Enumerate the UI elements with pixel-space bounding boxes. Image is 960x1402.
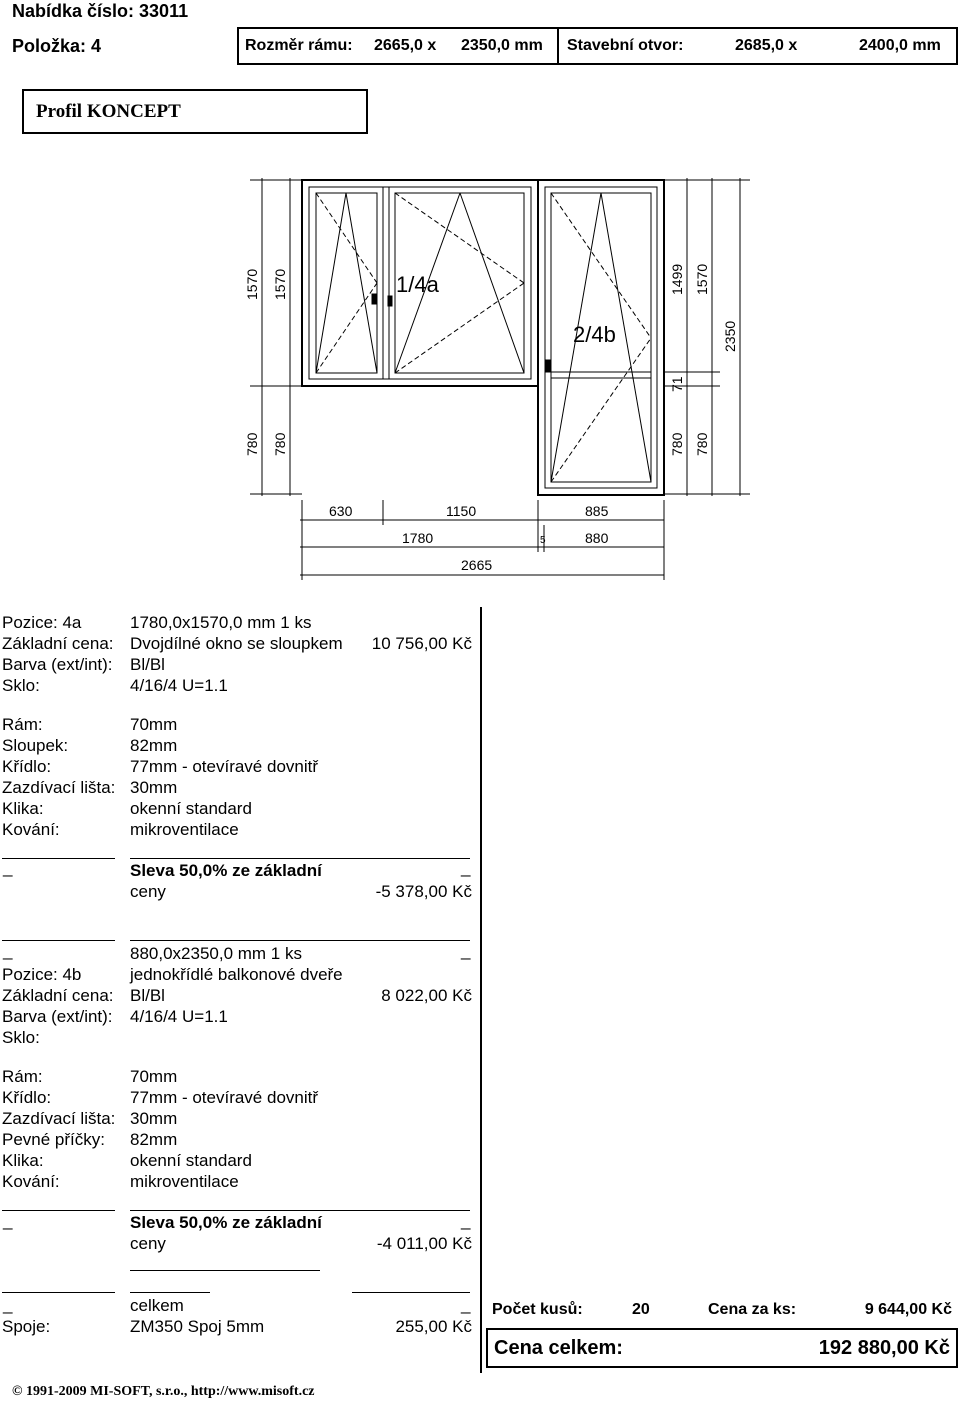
dim-bottom-2: 1150 bbox=[446, 503, 477, 519]
separator-line bbox=[2, 1292, 115, 1293]
spec-label: Rám: bbox=[2, 715, 43, 734]
footer-copyright: © 1991-2009 MI-SOFT, s.r.o., http://www.misoft.cz bbox=[12, 1384, 315, 1399]
dash-mark: _ bbox=[3, 941, 13, 960]
frame-size-label: Rozměr rámu: bbox=[245, 37, 353, 54]
spec-value: 77mm - otevíravé dovnitř bbox=[130, 1088, 319, 1107]
dim-right-4: 71 bbox=[669, 376, 685, 392]
pos-b-glass-value: 4/16/4 U=1.1 bbox=[130, 1007, 228, 1026]
spec-value: mikroventilace bbox=[130, 1172, 239, 1191]
pos-b-size: 880,0x2350,0 mm 1 ks bbox=[130, 944, 302, 963]
dim-right-5: 780 bbox=[669, 432, 685, 456]
opening-height: 2400,0 mm bbox=[859, 37, 941, 54]
qty-value: 20 bbox=[632, 1301, 650, 1318]
dim-bottom-7: 2665 bbox=[461, 557, 493, 573]
dim-right-2: 1570 bbox=[694, 263, 710, 295]
pos-b-discount-price: -4 011,00 Kč bbox=[376, 1234, 472, 1253]
spec-value: okenní standard bbox=[130, 799, 252, 818]
joints-total-word: celkem bbox=[130, 1296, 184, 1315]
spec-value: 82mm bbox=[130, 1130, 178, 1149]
dim-left-3: 780 bbox=[244, 432, 260, 456]
separator-line bbox=[130, 858, 470, 859]
spec-value: 82mm bbox=[130, 736, 178, 755]
pos-a-discount-line1: Sleva 50,0% ze základní bbox=[130, 861, 322, 880]
profile-name: Profil KONCEPT bbox=[36, 101, 181, 122]
dash-mark: _ bbox=[3, 1295, 13, 1314]
total-value: 192 880,00 Kč bbox=[818, 1337, 950, 1359]
pos-a-color-label: Barva (ext/int): bbox=[2, 655, 113, 674]
pos-a-base-value: Dvojdílné okno se sloupkem bbox=[130, 634, 343, 653]
separator-line bbox=[130, 1270, 320, 1271]
dim-left-1: 1570 bbox=[244, 268, 260, 300]
window-drawing bbox=[0, 0, 960, 590]
dash-mark: _ bbox=[461, 1211, 471, 1230]
joints-value: ZM350 Spoj 5mm bbox=[130, 1317, 265, 1336]
spec-label: Pevné příčky: bbox=[2, 1130, 105, 1149]
joints-price: 255,00 Kč bbox=[395, 1317, 472, 1336]
pos-a-glass-value: 4/16/4 U=1.1 bbox=[130, 676, 228, 695]
pos-b-discount-line2: ceny bbox=[130, 1234, 166, 1253]
pos-b-color-value: Bl/Bl bbox=[130, 986, 165, 1005]
pos-a-base-price: 10 756,00 Kč bbox=[371, 634, 472, 653]
dim-bottom-6: 5 bbox=[540, 535, 546, 546]
frame-width: 2665,0 x bbox=[374, 37, 437, 54]
dim-left-4: 780 bbox=[272, 432, 288, 456]
dash-mark: _ bbox=[461, 858, 471, 877]
spec-label: Rám: bbox=[2, 1067, 43, 1086]
separator-line bbox=[352, 1292, 470, 1293]
spec-value: 30mm bbox=[130, 778, 178, 797]
spec-label: Klika: bbox=[2, 1151, 44, 1170]
spec-label: Kování: bbox=[2, 820, 60, 839]
spec-label: Zazdívací lišta: bbox=[2, 1109, 116, 1128]
spec-label: Klika: bbox=[2, 799, 44, 818]
spec-label: Sloupek: bbox=[2, 736, 69, 755]
separator-line bbox=[2, 858, 115, 859]
spec-label: Křídlo: bbox=[2, 757, 52, 776]
spec-label: Křídlo: bbox=[2, 1088, 52, 1107]
frame-height: 2350,0 mm bbox=[461, 37, 543, 54]
unit-price-label: Cena za ks: bbox=[708, 1301, 797, 1318]
qty-label: Počet kusů: bbox=[492, 1301, 583, 1318]
offer-number: Nabídka číslo: 33011 bbox=[12, 1, 189, 21]
separator-line bbox=[130, 1292, 210, 1293]
opening-label: Stavební otvor: bbox=[567, 37, 684, 54]
spec-value: 70mm bbox=[130, 715, 178, 734]
dash-mark: _ bbox=[461, 1295, 471, 1314]
spec-value: 30mm bbox=[130, 1109, 178, 1128]
spec-value: 77mm - otevíravé dovnitř bbox=[130, 757, 319, 776]
dim-bottom-4: 1780 bbox=[402, 530, 434, 546]
pos-a-discount-price: -5 378,00 Kč bbox=[375, 882, 472, 901]
pos-b-glass-label: Sklo: bbox=[2, 1028, 40, 1047]
dim-right-3: 2350 bbox=[722, 320, 738, 352]
opening-width: 2685,0 x bbox=[735, 37, 798, 54]
pos-a-color-value: Bl/Bl bbox=[130, 655, 165, 674]
dim-bottom-1: 630 bbox=[329, 503, 353, 519]
spec-label: Zazdívací lišta: bbox=[2, 778, 116, 797]
dash-mark: _ bbox=[461, 941, 471, 960]
dim-right-6: 780 bbox=[694, 432, 710, 456]
item-number: Položka: 4 bbox=[12, 36, 102, 56]
unit-price-value: 9 644,00 Kč bbox=[864, 1301, 952, 1318]
separator-line bbox=[2, 1210, 115, 1211]
separator-line bbox=[130, 1210, 470, 1211]
total-label: Cena celkem: bbox=[494, 1337, 623, 1359]
pos-a-value: 1780,0x1570,0 mm 1 ks bbox=[130, 613, 312, 632]
dim-right-1: 1499 bbox=[669, 263, 685, 295]
spec-value: 70mm bbox=[130, 1067, 178, 1086]
pos-b-label: Pozice: 4b bbox=[2, 965, 82, 984]
dash-mark: _ bbox=[3, 1211, 13, 1230]
joints-label: Spoje: bbox=[2, 1317, 51, 1336]
spec-value: okenní standard bbox=[130, 1151, 252, 1170]
pos-b-discount-line1: Sleva 50,0% ze základní bbox=[130, 1213, 322, 1232]
pos-b-base-label: Základní cena: bbox=[2, 986, 114, 1005]
pos-b-type: jednokřídlé balkonové dveře bbox=[130, 965, 343, 984]
dash-mark: _ bbox=[3, 858, 13, 877]
pos-b-color-label: Barva (ext/int): bbox=[2, 1007, 113, 1026]
pos-a-label: Pozice: 4a bbox=[2, 613, 82, 632]
sash-left bbox=[316, 193, 377, 373]
sash-label-a: 1/4a bbox=[396, 272, 439, 297]
dim-bottom-3: 885 bbox=[585, 503, 609, 519]
dim-bottom-5: 880 bbox=[585, 530, 609, 546]
total-box bbox=[486, 1328, 958, 1368]
sash-label-b: 2/4b bbox=[573, 322, 616, 347]
dim-left-2: 1570 bbox=[272, 268, 288, 300]
spec-label: Kování: bbox=[2, 1172, 60, 1191]
column-divider bbox=[480, 607, 482, 1373]
separator-line bbox=[2, 940, 115, 941]
pos-a-glass-label: Sklo: bbox=[2, 676, 40, 695]
spec-value: mikroventilace bbox=[130, 820, 239, 839]
pos-a-discount-line2: ceny bbox=[130, 882, 166, 901]
pos-b-base-price: 8 022,00 Kč bbox=[381, 986, 472, 1005]
pos-a-base-label: Základní cena: bbox=[2, 634, 114, 653]
separator-line bbox=[130, 940, 470, 941]
